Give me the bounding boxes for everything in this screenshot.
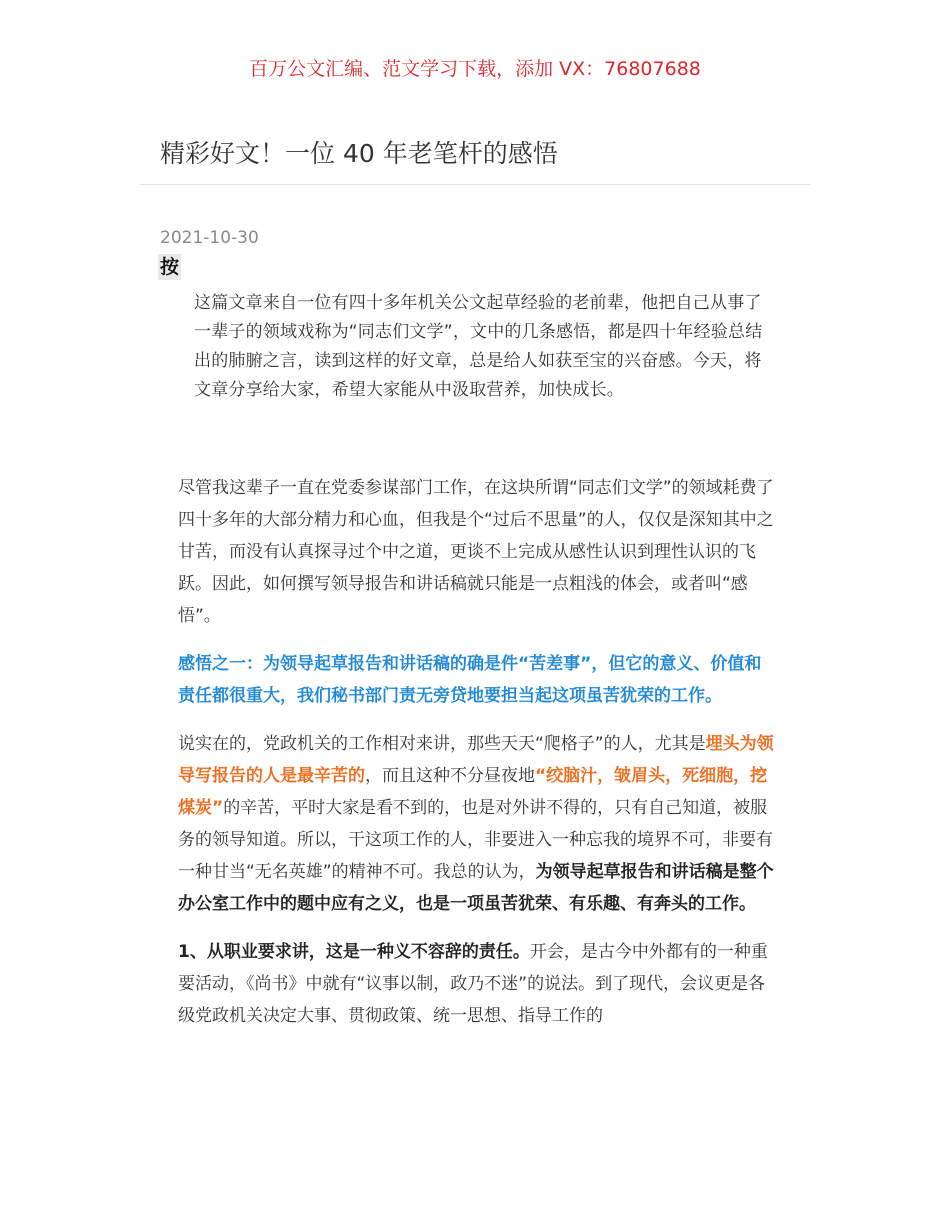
p2-highlight-1: 埋头为领导写报告的人是最辛苦的 [178, 734, 774, 786]
article-body [178, 472, 774, 1048]
paragraph-2 [178, 728, 774, 920]
paragraph-3 [178, 936, 774, 1032]
p2-text-a: 说实在的，党政机关的工作相对来讲，那些天天“爬格子”的人，尤其是 [178, 734, 706, 754]
point-1-heading: 1、从职业要求讲，这是一种义不容辞的责任。 [178, 942, 530, 962]
p2-text-e: 的辛苦，平时大家是看不到的，也是对外讲不得的，只有自己知道，被服务的领导知道。所以，干这项工作的人，非要进入一种忘我的境界不可，非要有一种甘当“无名英雄”的精神不可。我总的认为， [178, 798, 773, 882]
p2-highlight-2: “绞脑汁，皱眉头，死细胞，挖煤炭” [178, 766, 768, 818]
p3-text: 开会，是古今中外都有的一种重要活动，《尚书》中就有“议事以制，政乃不迷”的说法。到了现代，会议更是各级党政机关决定大事、贯彻政策、统一思想、指导工作的 [178, 942, 768, 1026]
title-divider [140, 184, 810, 185]
p2-bold-conclusion: 为领导起草报告和讲话稿是整个办公室工作中的题中应有之义，也是一项虽苦犹荣、有乐趣、有奔头的工作。 [178, 862, 774, 914]
article-title: 精彩好文！一位 40 年老笔杆的感悟 [160, 139, 558, 168]
editor-note-heading: 按 [160, 256, 180, 278]
insight-heading-1: 感悟之一：为领导起草报告和讲话稿的确是件“苦差事”，但它的意义、价值和责任都很重大，我们秘书部门责无旁贷地要担当起这项虽苦犹荣的工作。 [178, 654, 762, 706]
editor-note: 这篇文章来自一位有四十多年机关公文起草经验的老前辈，他把自己从事了一辈子的领域戏称为“同志们文学”，文中的几条感悟，都是四十年经验总结出的肺腑之言，读到这样的好文章，总是给人如获至宝的兴奋感。今天，将文章分享给大家，希望大家能从中汲取营养，加快成长。 [194, 293, 763, 400]
promo-banner: 百万公文汇编、范文学习下载，添加 VX：76807688 [249, 58, 701, 80]
paragraph-1: 尽管我这辈子一直在党委参谋部门工作，在这块所谓“同志们文学”的领域耗费了四十多年的大部分精力和心血，但我是个“过后不思量”的人，仅仅是深知其中之甘苦，而没有认真探寻过个中之道，更谈不上完成从感性认识到理性认识的飞跃。因此，如何撰写领导报告和讲话稿就只能是一点粗浅的体会，或者叫“感悟”。 [178, 478, 774, 626]
publish-date: 2021-10-30 [160, 228, 259, 248]
p2-text-c: ，而且这种不分昼夜地 [365, 766, 535, 786]
